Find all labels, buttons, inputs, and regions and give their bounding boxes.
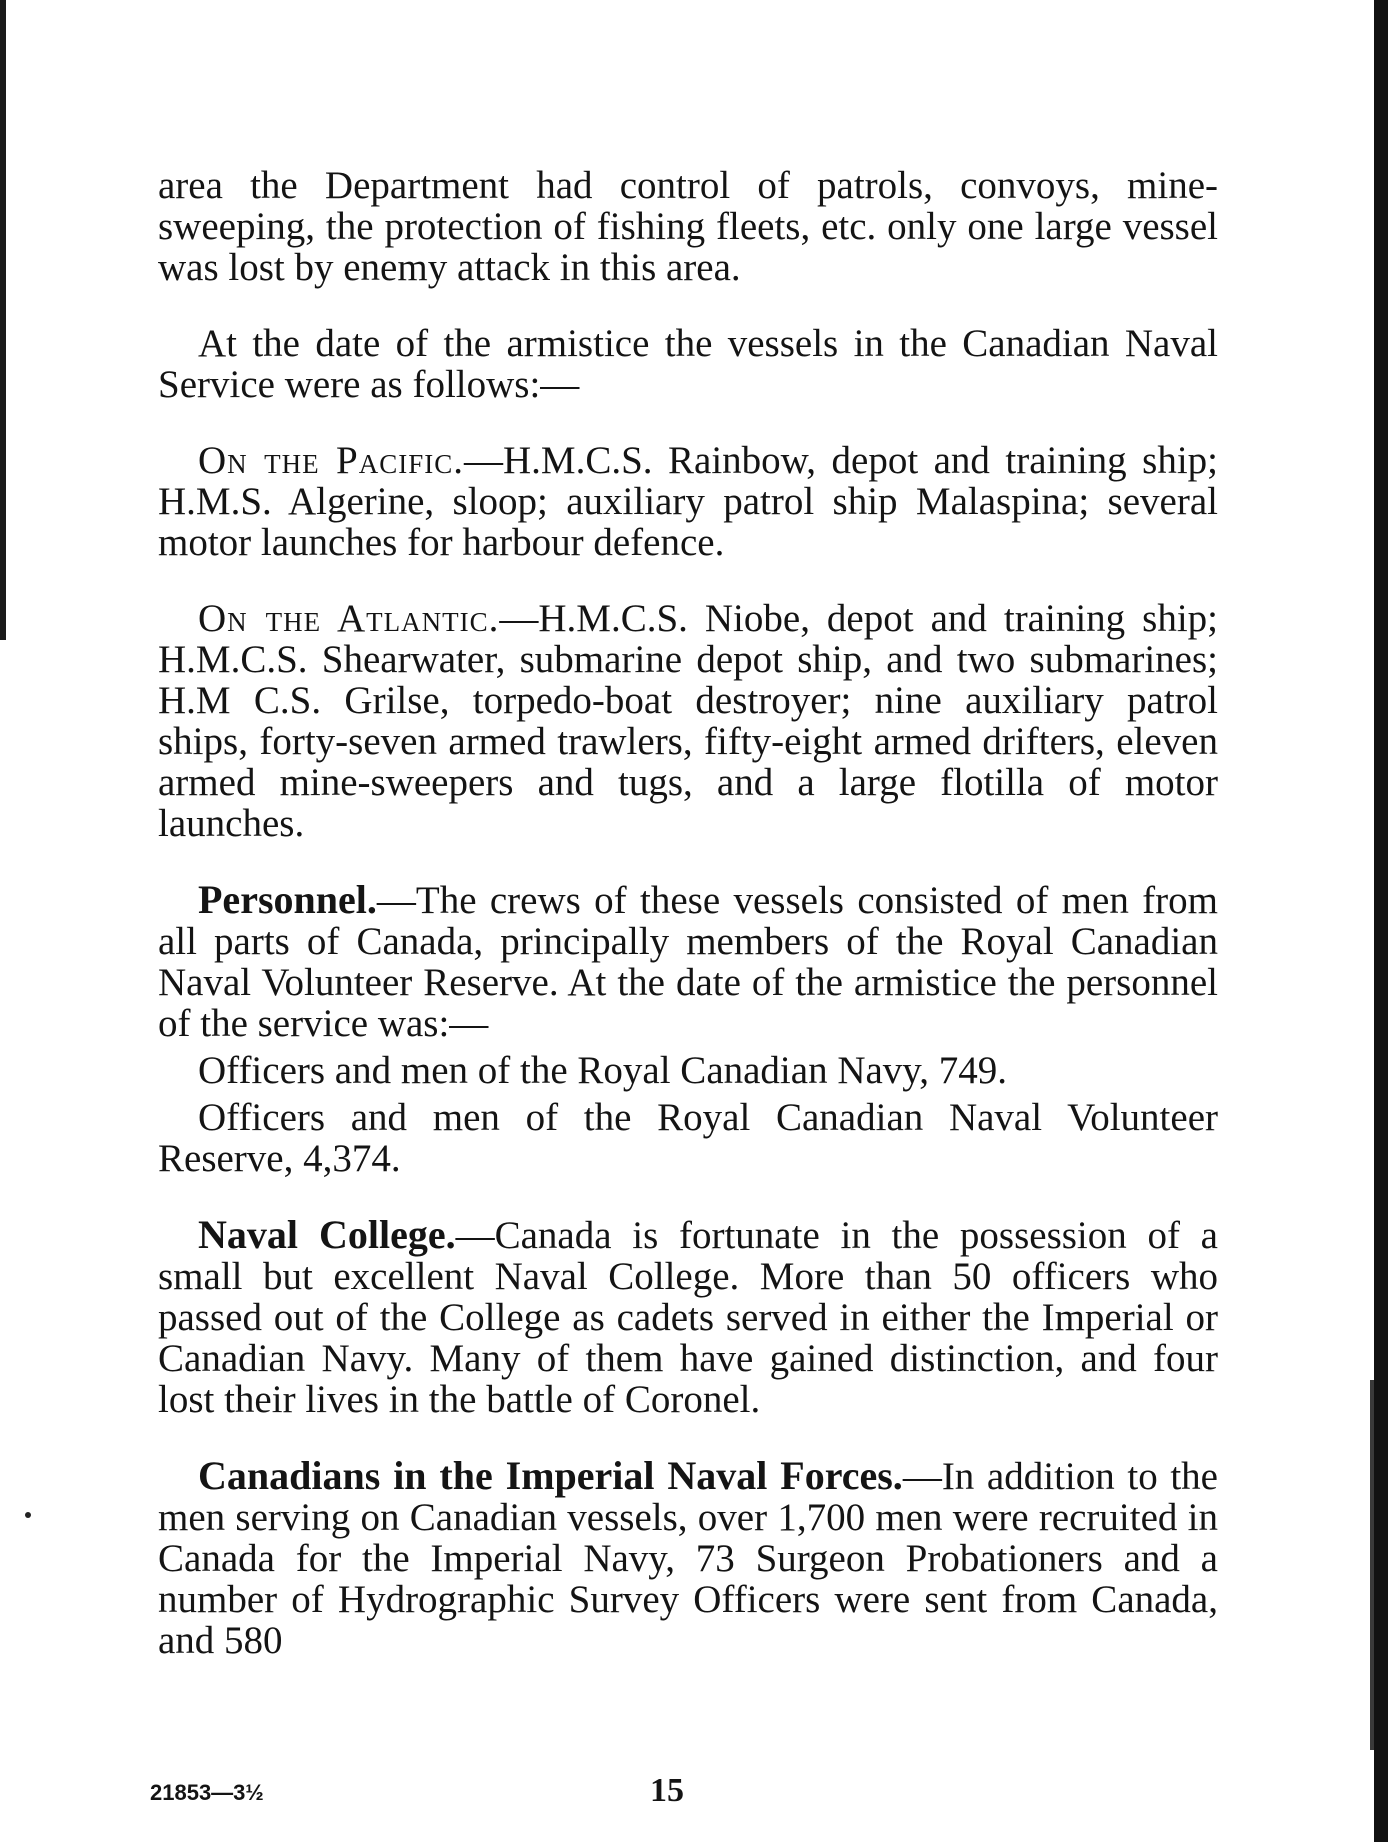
- right-page-edge: [1374, 0, 1388, 1842]
- imperial-text: —In addition to the men serving on Canadian vessels, over 1,700 men were recruited in Canada for the Imperial Navy, 73 Surgeon Probationers and a number of Hydrographic Survey Officers were sent from Canada, and 580: [158, 1455, 1218, 1662]
- officers-navy-line: Officers and men of the Royal Canadian Navy, 749.: [198, 1049, 1008, 1092]
- left-page-edge: [0, 0, 6, 640]
- personnel-text: —The crews of these vessels consisted of men from all parts of Canada, principally members of the Royal Canadian Naval Volunteer Reserve. At the date of the armistice the personnel of the service was:—: [158, 879, 1218, 1045]
- right-binding-shadow: [1370, 1380, 1374, 1750]
- college-text: —Canada is fortunate in the possession of a small but excellent Naval College. More than 50 officers who passed out of the College as cadets served in either the Imperial or Canadian Navy. Many of them have gained distinction, and four lost their lives in the battle of Coronel.: [158, 1214, 1218, 1421]
- page-number: 15: [650, 1772, 684, 1809]
- paragraph-continuation: area the Department had control of patrols, convoys, mine-sweeping, the protection of fishing fleets, etc. only one large vessel was lost by enemy attack in this area.: [158, 164, 1218, 289]
- paragraph-atlantic: [158, 598, 1218, 844]
- paragraph-personnel: [158, 879, 1218, 1044]
- atlantic-heading: On the Atlantic.: [198, 597, 500, 640]
- atlantic-text: —H.M.C.S. Niobe, depot and training ship; H.M.C.S. Shearwater, submarine depot ship, and two submarines; H.M C.S. Grilse, torpedo-boat destroyer; nine auxiliary patrol ships, forty-seven armed trawlers, fifty-eight armed drifters, eleven armed mine-sweepers and tugs, and a large flotilla of motor launches.: [158, 597, 1218, 845]
- paragraph-pacific: [158, 440, 1218, 563]
- pacific-heading: On the Pacific.: [198, 439, 465, 482]
- page-body: [158, 165, 1218, 1661]
- officers-reserve-line: Officers and men of the Royal Canadian Naval Volunteer Reserve, 4,374.: [158, 1096, 1218, 1180]
- paragraph-imperial-forces: [158, 1455, 1218, 1661]
- paragraph-armistice-vessels: At the date of the armistice the vessels in the Canadian Naval Service were as follows:—: [158, 322, 1218, 406]
- printer-code: 21853—3½: [150, 1780, 264, 1805]
- college-heading: Naval College.: [198, 1212, 456, 1257]
- personnel-heading: Personnel.: [198, 877, 377, 922]
- ink-speck: [25, 1512, 31, 1518]
- imperial-heading: Canadians in the Imperial Naval Forces.: [198, 1453, 903, 1498]
- paragraph-naval-college: [158, 1214, 1218, 1420]
- pacific-text: —H.M.C.S. Rainbow, depot and training ship; H.M.S. Algerine, sloop; auxiliary patrol ship Malaspina; several motor launches for harbour defence.: [158, 439, 1218, 564]
